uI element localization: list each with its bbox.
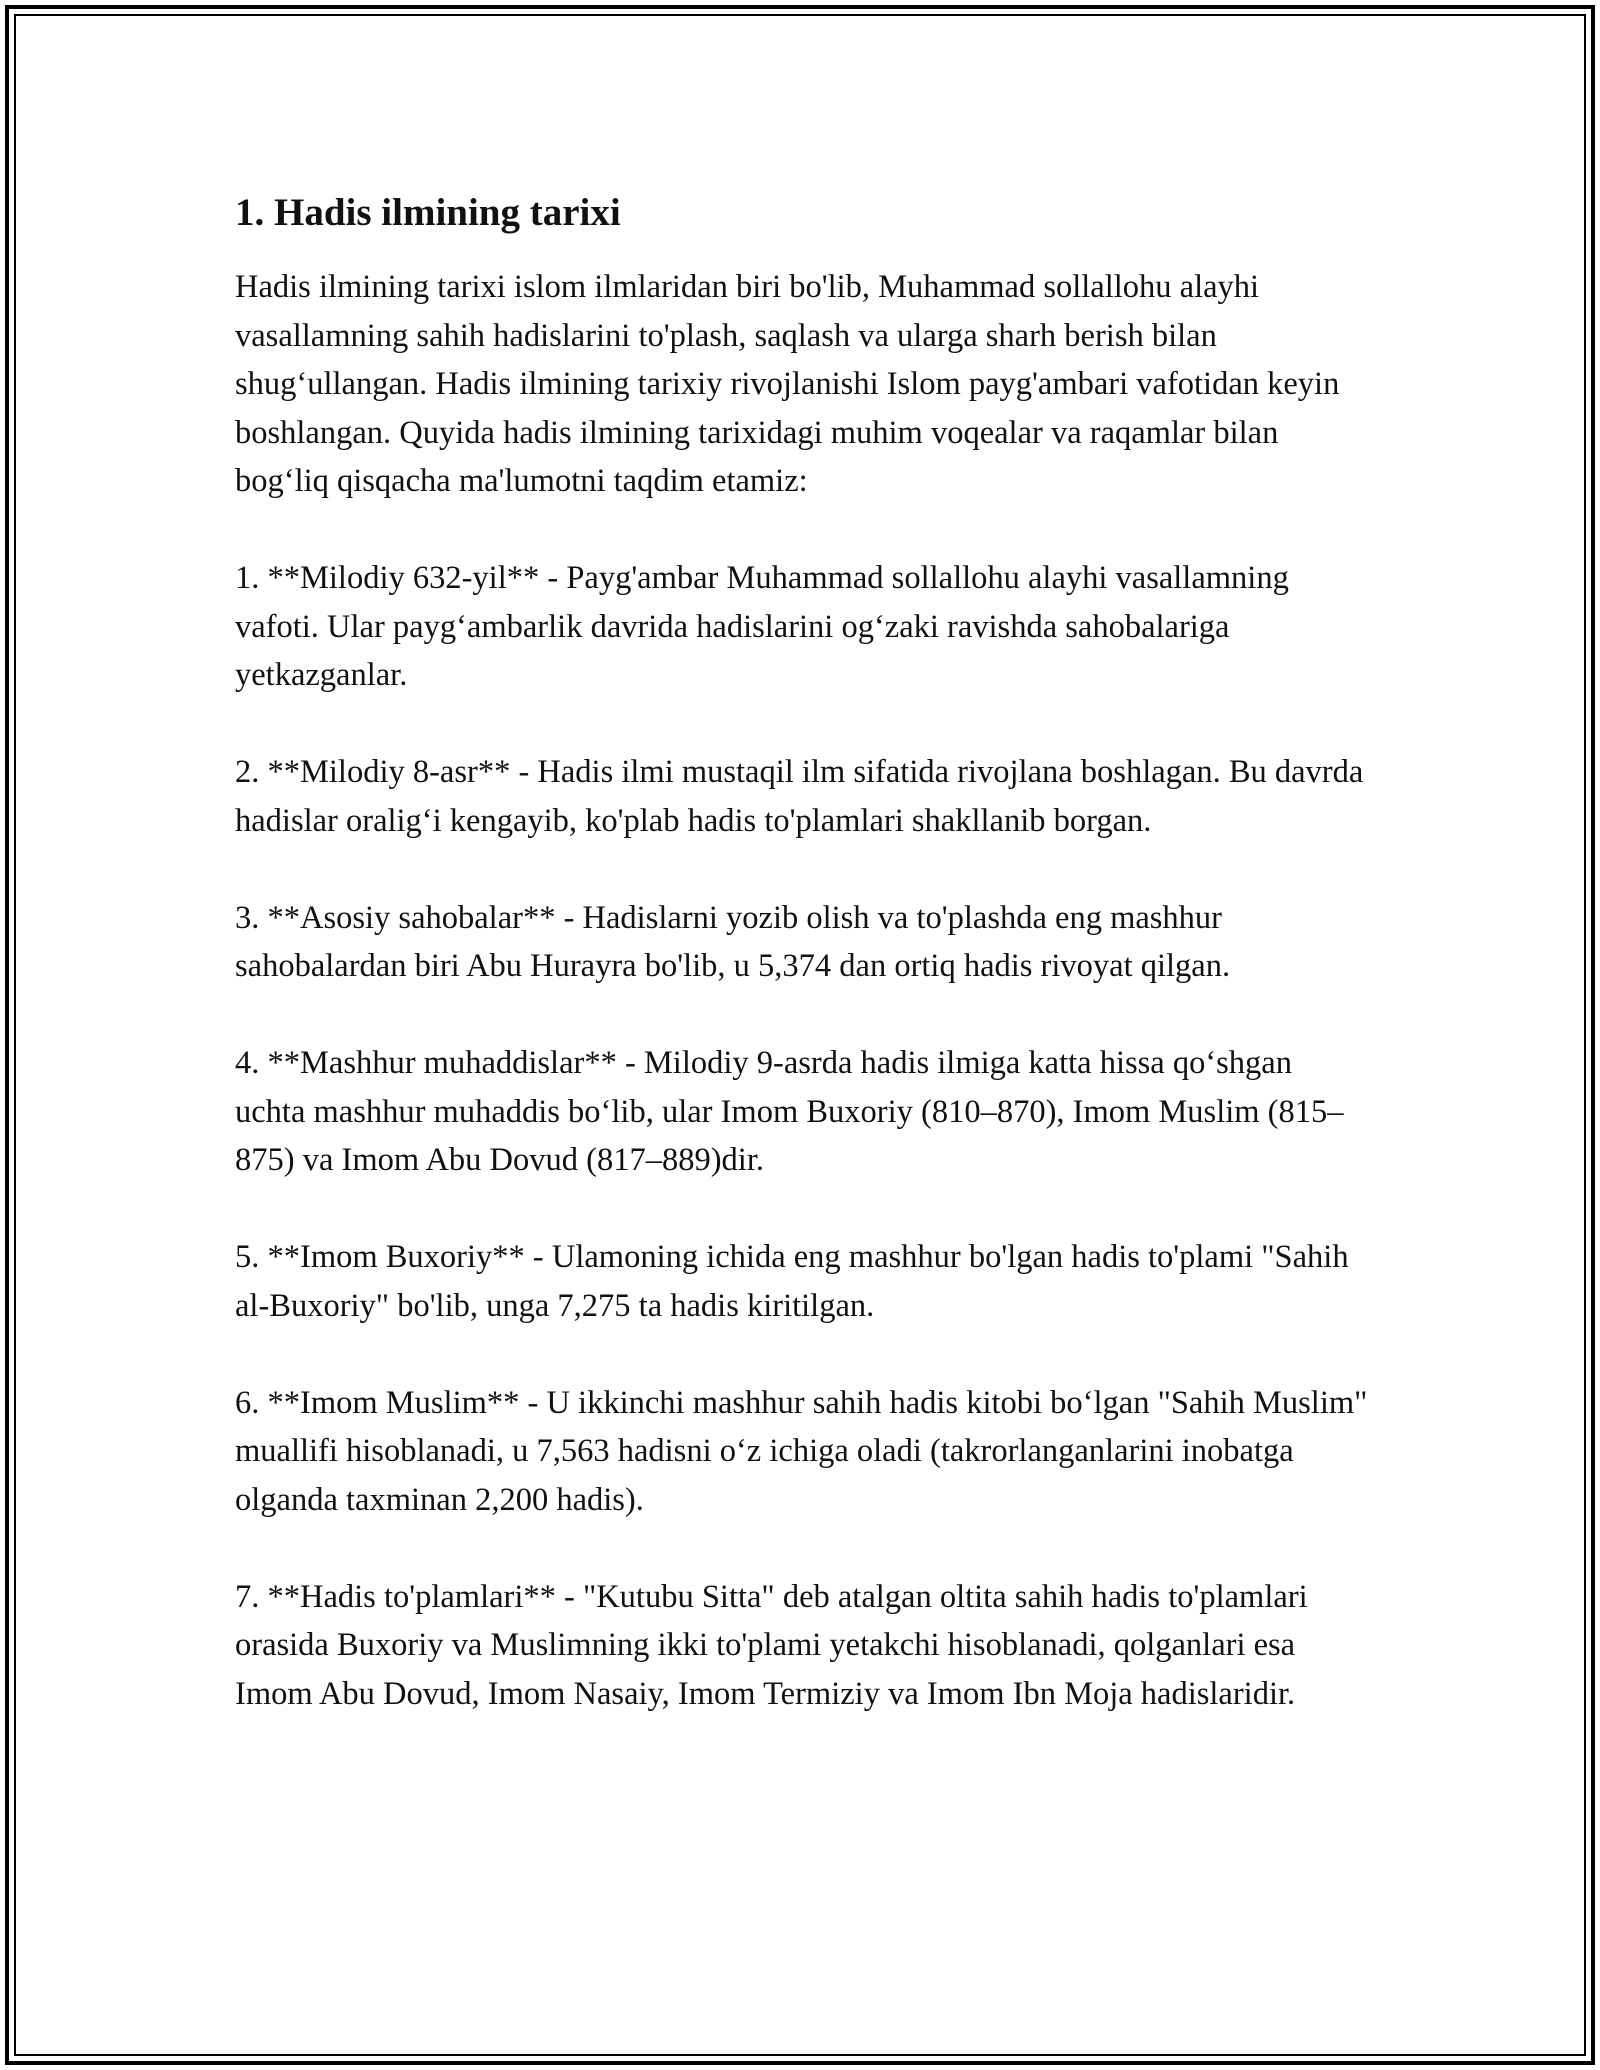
list-item-4: 4. **Mashhur muhaddislar** - Milodiy 9-asrda hadis ilmiga katta hissa qo‘shgan uchta mashhur muhaddis bo‘lib, ular Imom Buxoriy (810–870), Imom Muslim (815–875) va Imom Abu Dovud (817–889)dir. <box>235 1045 1344 1178</box>
list-item-1: 1. **Milodiy 632-yil** - Payg'ambar Muhammad sollallohu alayhi vasallamning vafoti. Ular payg‘ambarlik davrida hadislarini og‘zaki ravishda sahobalariga yetkazganlar. <box>235 560 1289 693</box>
list-item-3: 3. **Asosiy sahobalar** - Hadislarni yozib olish va to'plashda eng mashhur sahobalardan biri Abu Hurayra bo'lib, u 5,374 dan ortiq hadis rivoyat qilgan. <box>235 899 1231 984</box>
list-item-6: 6. **Imom Muslim** - U ikkinchi mashhur sahih hadis kitobi bo‘lgan "Sahih Muslim" muallifi hisoblanadi, u 7,563 hadisni o‘z ichiga oladi (takrorlanganlarini inobatga olganda taxminan 2,200 hadis). <box>235 1384 1368 1518</box>
section-heading: 1. Hadis ilmining tarixi <box>235 191 621 234</box>
list-item-5: 5. **Imom Buxoriy** - Ulamoning ichida eng mashhur bo'lgan hadis to'plami "Sahih al-Buxoriy" bo'lib, unga 7,275 ta hadis kiritilgan. <box>235 1239 1349 1324</box>
intro-paragraph: Hadis ilmining tarixi islom ilmlaridan biri bo'lib, Muhammad sollallohu alayhi vasallamning sahih hadislarini to'plash, saqlash va ularga sharh berish bilan shug‘ullangan. Hadis ilmining tarixiy rivojlanishi Islom payg'ambari vafotidan keyin boshlangan. Quyida hadis ilmining tarixidagi muhim voqealar va raqamlar bilan bog‘liq qisqacha ma'lumotni taqdim etamiz: <box>235 269 1340 499</box>
document-body <box>235 185 1370 1767</box>
list-item-2: 2. **Milodiy 8-asr** - Hadis ilmi mustaqil ilm sifatida rivojlana boshlagan. Bu davrda hadislar oralig‘i kengayib, ko'plab hadis to'plamlari shakllanib borgan. <box>235 754 1364 839</box>
list-item-7: 7. **Hadis to'plamlari** - "Kutubu Sitta" deb atalgan oltita sahih hadis to'plamlari orasida Buxoriy va Muslimning ikki to'plami yetakchi hisoblanadi, qolganlari esa Imom Abu Dovud, Imom Nasaiy, Imom Termiziy va Imom Ibn Moja hadislaridir. <box>235 1578 1308 1712</box>
